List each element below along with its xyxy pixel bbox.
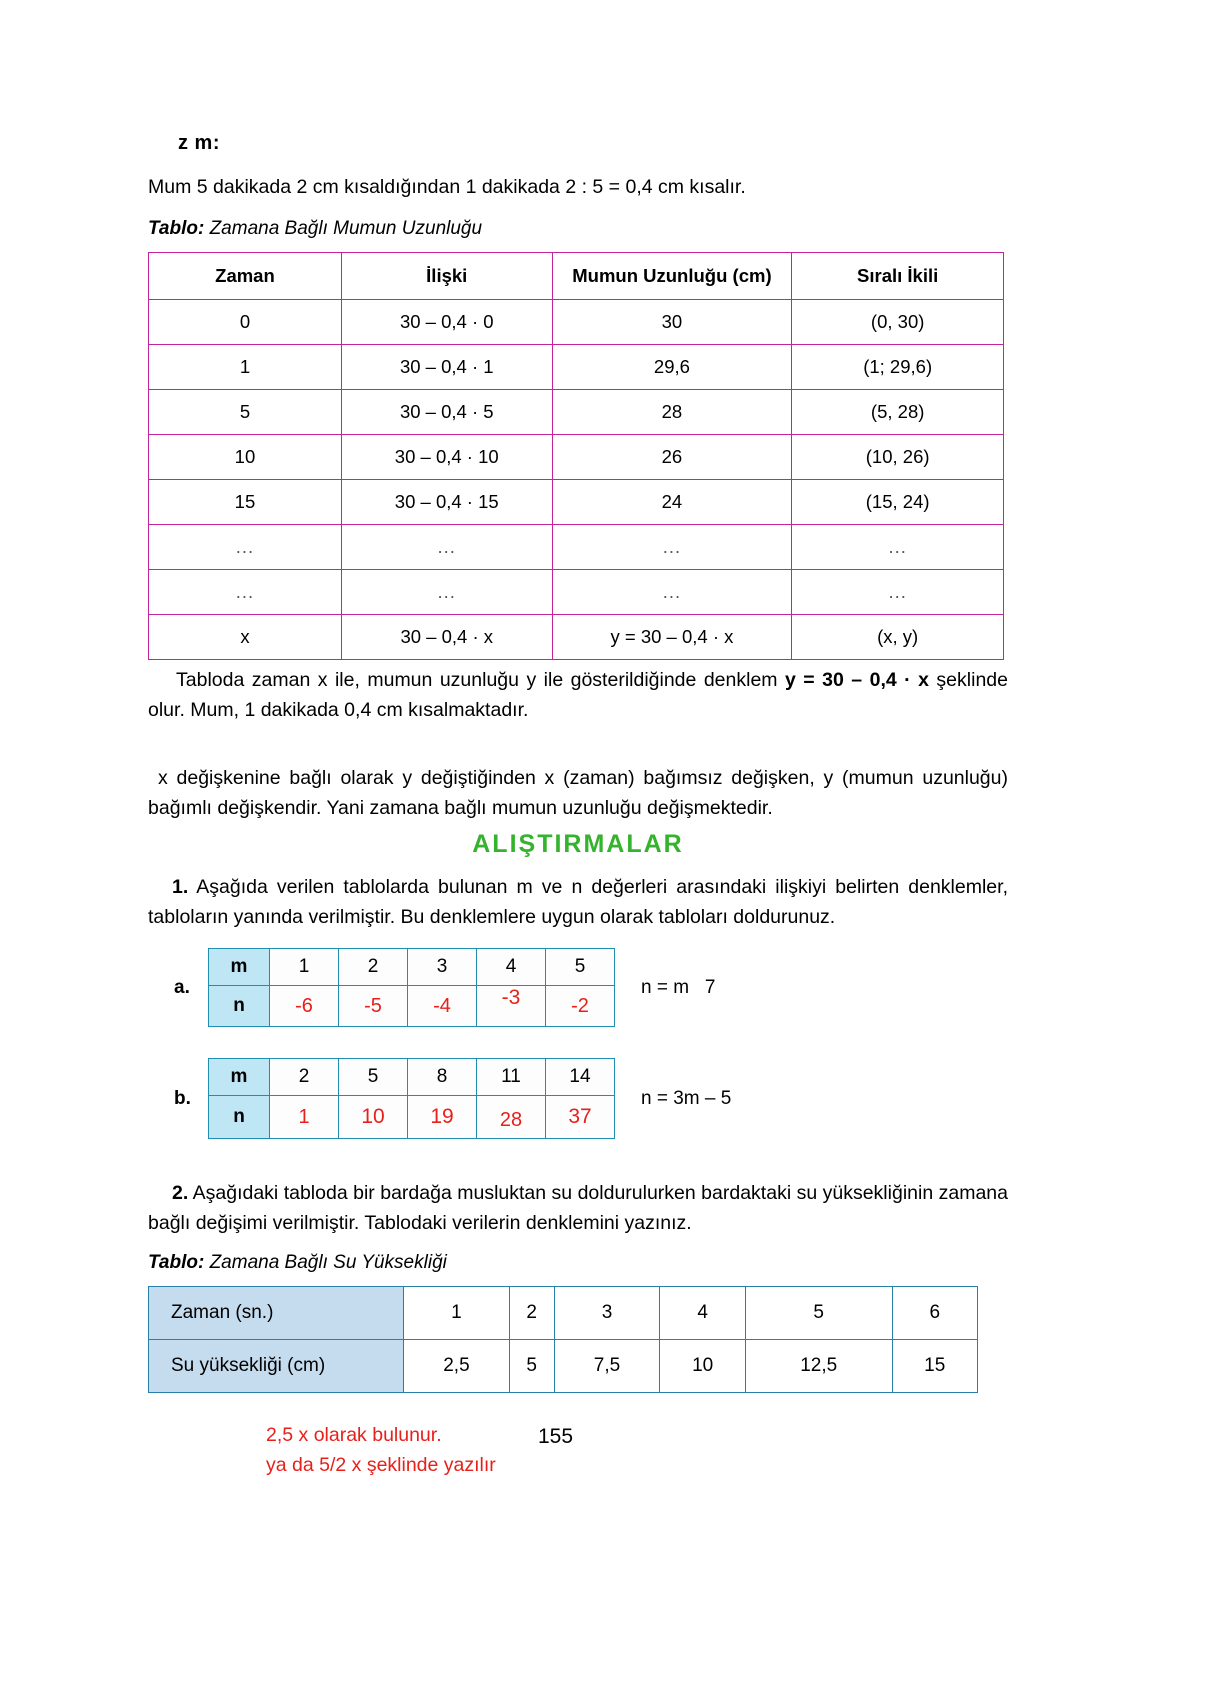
water-height-table	[148, 1286, 978, 1393]
table1-cell: 1	[149, 345, 342, 390]
table-row	[149, 615, 1004, 660]
solution-intro-paragraph: Mum 5 dakikada 2 cm kısaldığından 1 dakikada 2 : 5 = 0,4 cm kısalır.	[148, 176, 746, 198]
exercise-b-table	[208, 1058, 615, 1139]
table-row	[149, 525, 1004, 570]
table-row	[149, 300, 1004, 345]
exercise-a-n-answer[interactable]: -2	[546, 986, 615, 1027]
exercise-b-n-answer[interactable]: 28	[477, 1096, 546, 1139]
table1-cell: x	[149, 615, 342, 660]
conclusion-text-part1: Tabloda zaman x ile, mumun uzunluğu y ile gösterildiğinde denklem	[176, 669, 785, 691]
exercise-a-label: a.	[174, 976, 190, 998]
exercise-a-n-answer[interactable]: -3	[477, 986, 546, 1027]
candle-length-table	[148, 252, 1004, 660]
table1-cell: (0, 30)	[792, 300, 1004, 345]
exercise-b-m-header: m	[209, 1059, 270, 1096]
table2-row2-cell: 15	[892, 1340, 978, 1393]
exercise-a-m-cell: 5	[546, 949, 615, 986]
question-2	[148, 1178, 1008, 1238]
exercise-a	[174, 948, 715, 1027]
table2-row2-label: Su yüksekliği (cm)	[149, 1340, 404, 1393]
table1-cell: 30	[552, 300, 792, 345]
exercise-b-m-cell: 14	[546, 1059, 615, 1096]
table1-cell: 26	[552, 435, 792, 480]
table1-cell: ...	[792, 525, 1004, 570]
table-row	[209, 1059, 615, 1096]
table-row	[149, 390, 1004, 435]
exercise-a-n-answer[interactable]: -4	[408, 986, 477, 1027]
table2-row2-cell: 2,5	[404, 1340, 510, 1393]
exercise-b	[174, 1058, 731, 1139]
table-row	[149, 345, 1004, 390]
table1-cell: 0	[149, 300, 342, 345]
handwritten-answer-note	[266, 1420, 496, 1480]
exercises-section-title: ALIŞTIRMALAR	[472, 830, 684, 858]
table1-cell: (15, 24)	[792, 480, 1004, 525]
table1-cell: 30 – 0,4 · 0	[341, 300, 552, 345]
exercise-a-m-cell: 1	[270, 949, 339, 986]
conclusion-paragraph-1	[148, 665, 1008, 725]
table-row	[149, 1340, 978, 1393]
question-1-number: 1.	[172, 876, 189, 898]
table1-cell: 5	[149, 390, 342, 435]
table1-cell: 28	[552, 390, 792, 435]
page-number: 155	[538, 1425, 574, 1448]
table2-row1-cell: 5	[745, 1287, 892, 1340]
table1-cell: 15	[149, 480, 342, 525]
exercise-a-m-cell: 4	[477, 949, 546, 986]
table2-row2-cell: 12,5	[745, 1340, 892, 1393]
table2-row2-cell: 10	[660, 1340, 745, 1393]
table1-cell: 30 – 0,4 · 15	[341, 480, 552, 525]
table-row	[149, 480, 1004, 525]
table-row	[209, 986, 615, 1027]
table1-header-sirali-ikili: Sıralı İkili	[792, 253, 1004, 300]
exercise-a-n-answer[interactable]: -5	[339, 986, 408, 1027]
exercise-b-m-cell: 11	[477, 1059, 546, 1096]
table1-cell: ...	[552, 570, 792, 615]
table1-cell: ...	[792, 570, 1004, 615]
conclusion-paragraph-2: x değişkenine bağlı olarak y değiştiğinden x (zaman) bağımsız değişken, y (mumun uzunluğu) bağımlı değişkendir. Yani zamana bağlı mumun uzunluğu değişmektedir.	[148, 767, 1008, 820]
table1-caption	[148, 218, 482, 240]
table1-cell: 30 – 0,4 · x	[341, 615, 552, 660]
exercise-a-n-header: n	[209, 986, 270, 1027]
table1-cell: (1; 29,6)	[792, 345, 1004, 390]
table1-cell: ...	[552, 525, 792, 570]
exercise-a-n-answer[interactable]: -6	[270, 986, 339, 1027]
table2-caption	[148, 1252, 447, 1274]
table2-caption-title: Zamana Bağlı Su Yüksekliği	[204, 1252, 447, 1273]
table1-cell: 24	[552, 480, 792, 525]
table2-row1-cell: 6	[892, 1287, 978, 1340]
exercise-b-n-answer[interactable]: 37	[546, 1096, 615, 1139]
table1-cell: y = 30 – 0,4 · x	[552, 615, 792, 660]
question-2-number: 2.	[172, 1182, 189, 1204]
table1-header-uzunluk: Mumun Uzunluğu (cm)	[552, 253, 792, 300]
question-2-text: Aşağıdaki tabloda bir bardağa musluktan su doldurulurken bardaktaki su yüksekliğinin zamana bağlı değişimi verilmiştir. Tablodaki verilerin denklemini yazınız.	[148, 1182, 1008, 1235]
exercise-b-n-header: n	[209, 1096, 270, 1139]
handwritten-note-line-2: ya da 5/2 x şeklinde yazılır	[266, 1454, 496, 1477]
exercise-b-label: b.	[174, 1087, 191, 1109]
table2-row1-label: Zaman (sn.)	[149, 1287, 404, 1340]
exercise-b-n-answer[interactable]: 1	[270, 1096, 339, 1139]
table-header-row	[149, 253, 1004, 300]
table1-cell: 30 – 0,4 · 5	[341, 390, 552, 435]
exercise-a-m-cell: 3	[408, 949, 477, 986]
table2-row2-cell: 5	[509, 1340, 554, 1393]
conclusion-text-part2: şeklinde olur. Mum, 1 dakikada 0,4 cm kısalmaktadır.	[148, 669, 1008, 722]
table-row	[209, 949, 615, 986]
table2-row1-cell: 3	[554, 1287, 660, 1340]
table1-header-iliski: İlişki	[341, 253, 552, 300]
table-row	[149, 1287, 978, 1340]
exercise-b-n-answer[interactable]: 19	[408, 1096, 477, 1139]
equation-inline: y = 30 – 0,4 · x	[785, 669, 929, 691]
table1-cell: ...	[341, 525, 552, 570]
table2-row2-cell: 7,5	[554, 1340, 660, 1393]
table1-cell: 10	[149, 435, 342, 480]
table1-cell: (5, 28)	[792, 390, 1004, 435]
table1-cell: 30 – 0,4 · 10	[341, 435, 552, 480]
exercise-a-m-cell: 2	[339, 949, 408, 986]
exercise-b-equation: n = 3m – 5	[641, 1087, 732, 1109]
table-row	[149, 570, 1004, 615]
table2-row1-cell: 2	[509, 1287, 554, 1340]
table2-row1-cell: 4	[660, 1287, 745, 1340]
exercise-a-table	[208, 948, 615, 1027]
question-1-text: Aşağıda verilen tablolarda bulunan m ve n değerleri arasındaki ilişkiyi belirten denklemler, tabloların yanında verilmiştir. Bu denklemlere uygun olarak tabloları doldurunuz.	[148, 876, 1008, 929]
solution-heading: z m:	[178, 132, 220, 154]
exercise-b-m-cell: 8	[408, 1059, 477, 1096]
table1-cell: 30 – 0,4 · 1	[341, 345, 552, 390]
table1-cell: (10, 26)	[792, 435, 1004, 480]
handwritten-note-line-1: 2,5 x olarak bulunur.	[266, 1424, 442, 1446]
table1-caption-label: Tablo:	[148, 218, 205, 239]
table1-cell: (x, y)	[792, 615, 1004, 660]
table1-header-zaman: Zaman	[149, 253, 342, 300]
exercise-a-equation: n = m 7	[641, 976, 716, 998]
exercise-a-m-header: m	[209, 949, 270, 986]
table-row	[209, 1096, 615, 1139]
table-row	[149, 435, 1004, 480]
table2-caption-label: Tablo:	[148, 1252, 205, 1273]
table1-cell: ...	[149, 570, 342, 615]
table2-row1-cell: 1	[404, 1287, 510, 1340]
table1-cell: ...	[149, 525, 342, 570]
exercise-b-m-cell: 5	[339, 1059, 408, 1096]
exercise-b-m-cell: 2	[270, 1059, 339, 1096]
question-1	[148, 872, 1008, 932]
table1-cell: ...	[341, 570, 552, 615]
table1-cell: 29,6	[552, 345, 792, 390]
exercise-b-n-answer[interactable]: 10	[339, 1096, 408, 1139]
table1-caption-title: Zamana Bağlı Mumun Uzunluğu	[204, 218, 483, 239]
